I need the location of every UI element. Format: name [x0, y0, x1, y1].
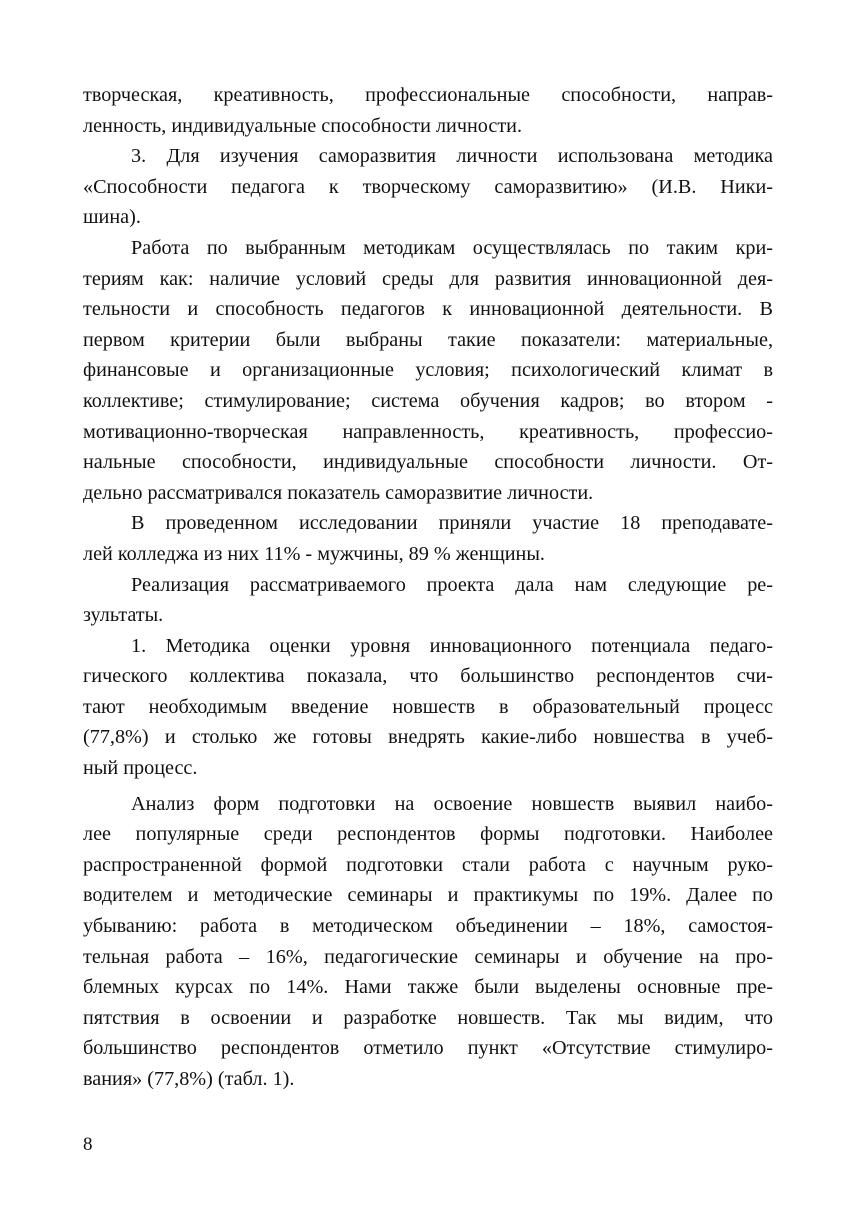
text-line: водителем и методические семинары и практикумы по 19%. Далее по	[83, 884, 773, 907]
text-line: лей колледжа из них 11% - мужчины, 89 % женщины.	[83, 542, 545, 565]
text-line: большинство респондентов отметило пункт «Отсутствие стимулиро-	[83, 1037, 773, 1060]
text-line: дельно рассматривался показатель саморазвитие личности.	[83, 481, 594, 504]
text-line: финансовые и организационные условия; психологический климат в	[83, 359, 773, 382]
page-number: 8	[83, 1134, 93, 1155]
paragraph	[83, 570, 773, 631]
text-line: пятствия в освоении и разработке новшеств. Так мы видим, что	[83, 1006, 773, 1029]
text-line: «Способности педагога к творческому саморазвитию» (И.В. Ники-	[83, 175, 773, 198]
text-line: коллективе; стимулирование; система обучения кадров; во втором -	[83, 389, 773, 412]
paragraph	[83, 789, 773, 1095]
text-line: нальные способности, индивидуальные способности личности. От-	[83, 451, 773, 474]
paragraph	[83, 80, 773, 141]
text-line: лее популярные среди респондентов формы подготовки. Наиболее	[83, 823, 773, 846]
paragraph	[83, 141, 773, 233]
page-body	[83, 80, 773, 1095]
paragraph	[83, 631, 773, 784]
text-line: тельная работа – 16%, педагогические семинары и обучение на про-	[83, 945, 773, 968]
text-line: тают необходимым введение новшеств в образовательный процесс	[83, 695, 773, 718]
text-line: Работа по выбранным методикам осуществлялась по таким кри-	[131, 236, 773, 259]
text-line: 1. Методика оценки уровня инновационного потенциала педаго-	[131, 634, 773, 657]
paragraph	[83, 233, 773, 508]
text-line: первом критерии были выбраны такие показатели: материальные,	[83, 328, 773, 351]
text-line: ный процесс.	[83, 757, 198, 780]
text-line: зультаты.	[83, 604, 164, 627]
text-line: ленность, индивидуальные способности личности.	[83, 114, 523, 137]
text-line: 3. Для изучения саморазвития личности использована методика	[131, 145, 773, 168]
text-line: вания» (77,8%) (табл. 1).	[83, 1068, 295, 1090]
text-line: блемных курсах по 14%. Нами также были выделены основные пре-	[83, 976, 773, 999]
text-line: (77,8%) и столько же готовы внедрять какие-либо новшества в учеб-	[83, 726, 773, 749]
text-line: мотивационно-творческая направленность, креативность, профессио-	[83, 420, 773, 443]
text-line: гического коллектива показала, что большинство респондентов счи-	[83, 665, 773, 688]
text-line: Анализ форм подготовки на освоение новшеств выявил наибо-	[131, 792, 773, 815]
text-line: Реализация рассматриваемого проекта дала нам следующие ре-	[131, 573, 773, 596]
text-line: распространенной формой подготовки стали работа с научным руко-	[83, 853, 773, 876]
text-line: териям как: наличие условий среды для развития инновационной дея-	[83, 267, 773, 290]
text-line: убыванию: работа в методическом объединении – 18%, самостоя-	[83, 915, 773, 938]
text-line: шина).	[83, 206, 141, 229]
paragraph	[83, 508, 773, 569]
text-line: творческая, креативность, профессиональные способности, направ-	[83, 84, 773, 106]
text-line: тельности и способность педагогов к инновационной деятельности. В	[83, 298, 773, 321]
text-line: В проведенном исследовании приняли участие 18 преподавате-	[131, 512, 773, 535]
